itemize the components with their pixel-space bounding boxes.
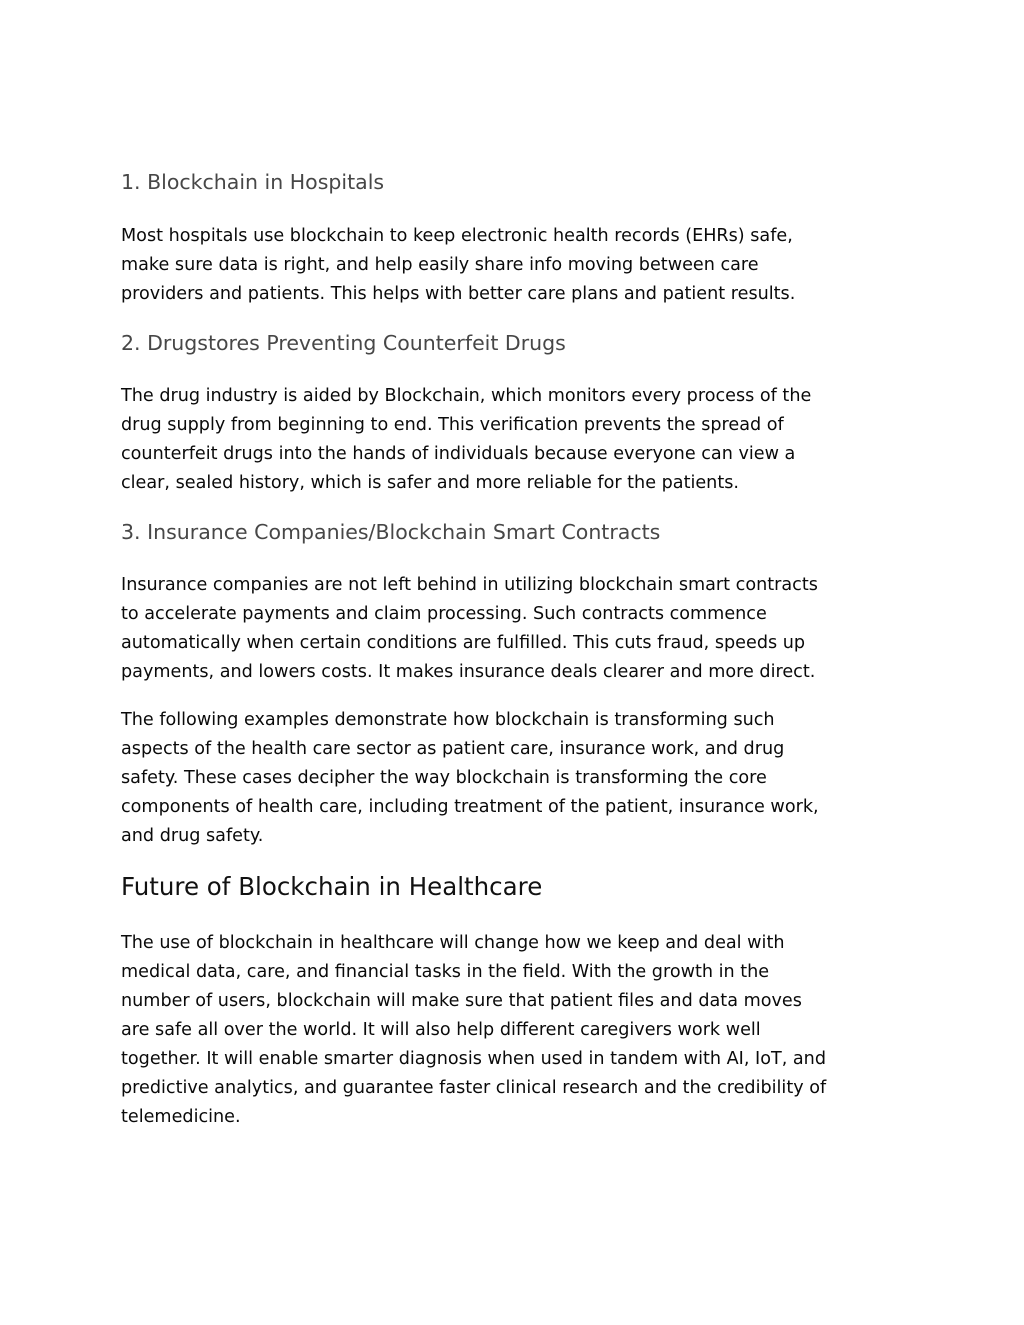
summary-paragraph xyxy=(121,706,911,851)
paragraph-line: make sure data is right, and help easily share info moving between care xyxy=(121,255,759,275)
paragraph-line: are safe all over the world. It will also help different caregivers work well xyxy=(121,1020,761,1040)
section-heading-insurance: 3. Insurance Companies/Blockchain Smart Contracts xyxy=(121,520,661,544)
paragraph-line: number of users, blockchain will make sure that patient files and data moves xyxy=(121,991,802,1011)
paragraph-line: aspects of the health care sector as patient care, insurance work, and drug xyxy=(121,739,785,759)
paragraph-line: telemedicine. xyxy=(121,1107,241,1127)
paragraph-line: payments, and lowers costs. It makes insurance deals clearer and more direct. xyxy=(121,662,816,682)
section-heading-drugstores: 2. Drugstores Preventing Counterfeit Drugs xyxy=(121,331,566,355)
future-heading: Future of Blockchain in Healthcare xyxy=(121,872,543,901)
paragraph-line: counterfeit drugs into the hands of individuals because everyone can view a xyxy=(121,444,796,464)
section-heading-hospitals: 1. Blockchain in Hospitals xyxy=(121,170,385,194)
paragraph-line: automatically when certain conditions are fulfilled. This cuts fraud, speeds up xyxy=(121,633,806,653)
paragraph-line: and drug safety. xyxy=(121,826,264,846)
paragraph-line: providers and patients. This helps with better care plans and patient results. xyxy=(121,284,796,304)
paragraph-line: together. It will enable smarter diagnosis when used in tandem with AI, IoT, and xyxy=(121,1049,826,1069)
paragraph-line: safety. These cases decipher the way blockchain is transforming the core xyxy=(121,768,767,788)
paragraph-line: Most hospitals use blockchain to keep electronic health records (EHRs) safe, xyxy=(121,226,793,246)
paragraph-line: The use of blockchain in healthcare will change how we keep and deal with xyxy=(121,933,785,953)
paragraph-line: drug supply from beginning to end. This verification prevents the spread of xyxy=(121,415,784,435)
paragraph-line: predictive analytics, and guarantee faster clinical research and the credibility of xyxy=(121,1078,827,1098)
section-paragraph-drugstores xyxy=(121,382,911,498)
future-paragraph xyxy=(121,929,911,1132)
paragraph-line: clear, sealed history, which is safer and more reliable for the patients. xyxy=(121,473,739,493)
paragraph-line: The drug industry is aided by Blockchain, which monitors every process of the xyxy=(121,386,812,406)
paragraph-line: The following examples demonstrate how blockchain is transforming such xyxy=(121,710,775,730)
section-paragraph-hospitals xyxy=(121,222,911,309)
paragraph-line: to accelerate payments and claim processing. Such contracts commence xyxy=(121,604,767,624)
paragraph-line: Insurance companies are not left behind in utilizing blockchain smart contracts xyxy=(121,575,818,595)
paragraph-line: medical data, care, and financial tasks in the field. With the growth in the xyxy=(121,962,770,982)
paragraph-line: components of health care, including treatment of the patient, insurance work, xyxy=(121,797,819,817)
section-paragraph-insurance xyxy=(121,571,911,687)
